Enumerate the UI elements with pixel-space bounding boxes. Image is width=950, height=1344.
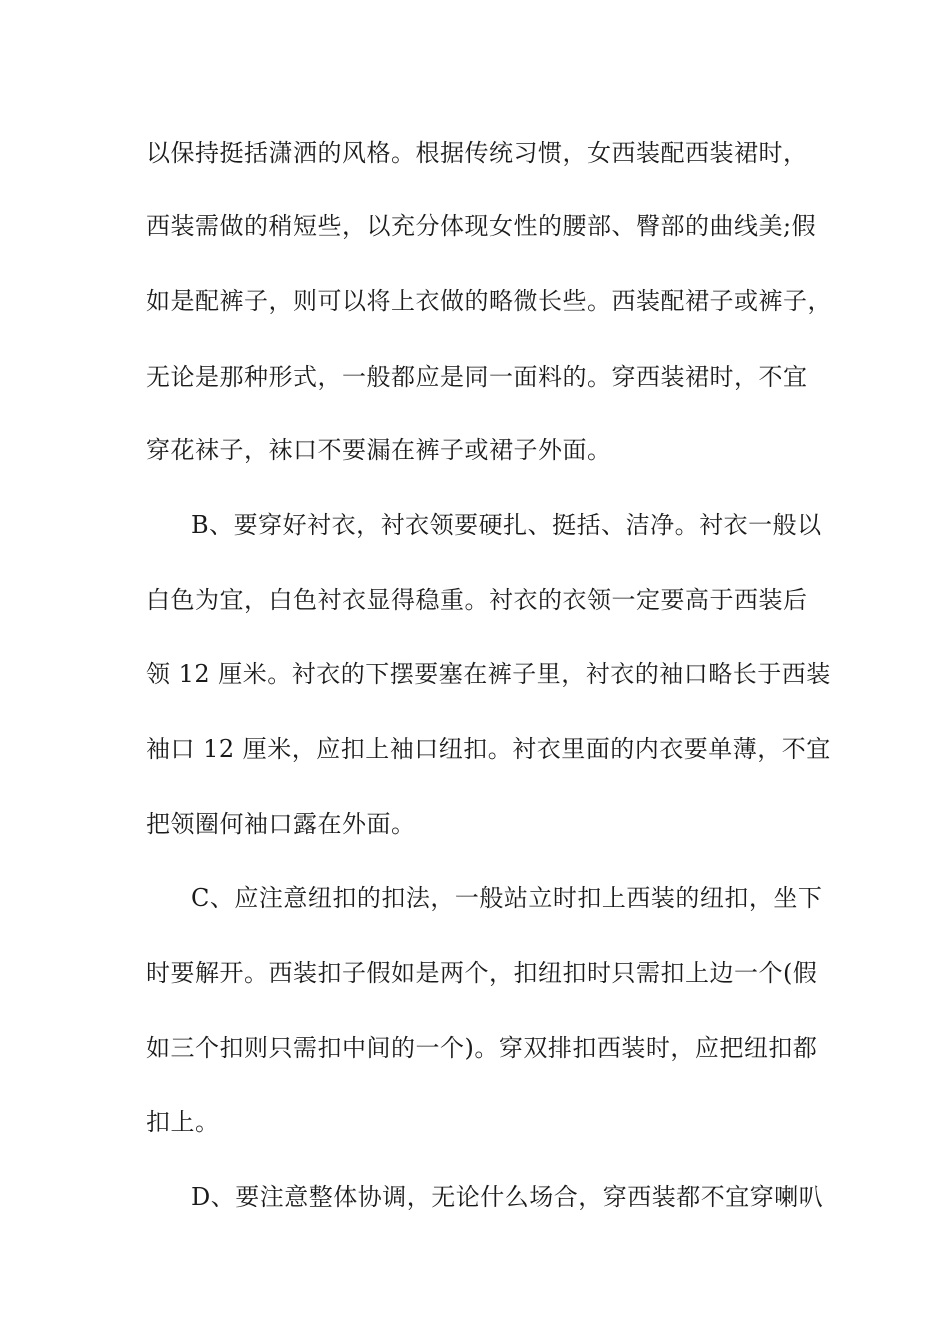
paragraph-d-first-line: D、要注意整体协调，无论什么场合，穿西装都不宜穿喇叭 [191,1183,824,1211]
paragraph-c-first-line: C、应注意纽扣的扣法，一般站立时扣上西装的纽扣，坐下 [191,884,823,912]
body-text-line: 时要解开。西装扣子假如是两个，扣纽扣时只需扣上边一个(假 [146,959,818,987]
body-text-line: 西装需做的稍短些，以充分体现女性的腰部、臀部的曲线美;假 [146,212,817,240]
body-text-line: 如是配裤子，则可以将上衣做的略微长些。西装配裙子或裤子， [146,287,832,315]
paragraph-b-first-line: B、要穿好衬衣，衬衣领要硬扎、挺括、洁净。衬衣一般以 [191,511,822,539]
body-text-line: 领 12 厘米。衬衣的下摆要塞在裤子里，衬衣的袖口略长于西装 [146,660,831,688]
body-text-line: 以保持挺括潇洒的风格。根据传统习惯，女西装配西装裙时， [146,139,808,167]
body-text-line: 无论是那种形式，一般都应是同一面料的。穿西装裙时，不宜 [146,363,808,391]
body-text-line: 穿花袜子，袜口不要漏在裤子或裙子外面。 [146,436,612,464]
body-text-line: 扣上。 [146,1108,220,1136]
body-text-line: 白色为宜，白色衬衣显得稳重。衬衣的衣领一定要高于西装后 [146,586,808,614]
body-text-line: 袖口 12 厘米，应扣上袖口纽扣。衬衣里面的内衣要单薄，不宜 [146,735,831,763]
body-text-line: 把领圈何袖口露在外面。 [146,810,416,838]
body-text-line: 如三个扣则只需扣中间的一个)。穿双排扣西装时，应把纽扣都 [146,1034,818,1062]
